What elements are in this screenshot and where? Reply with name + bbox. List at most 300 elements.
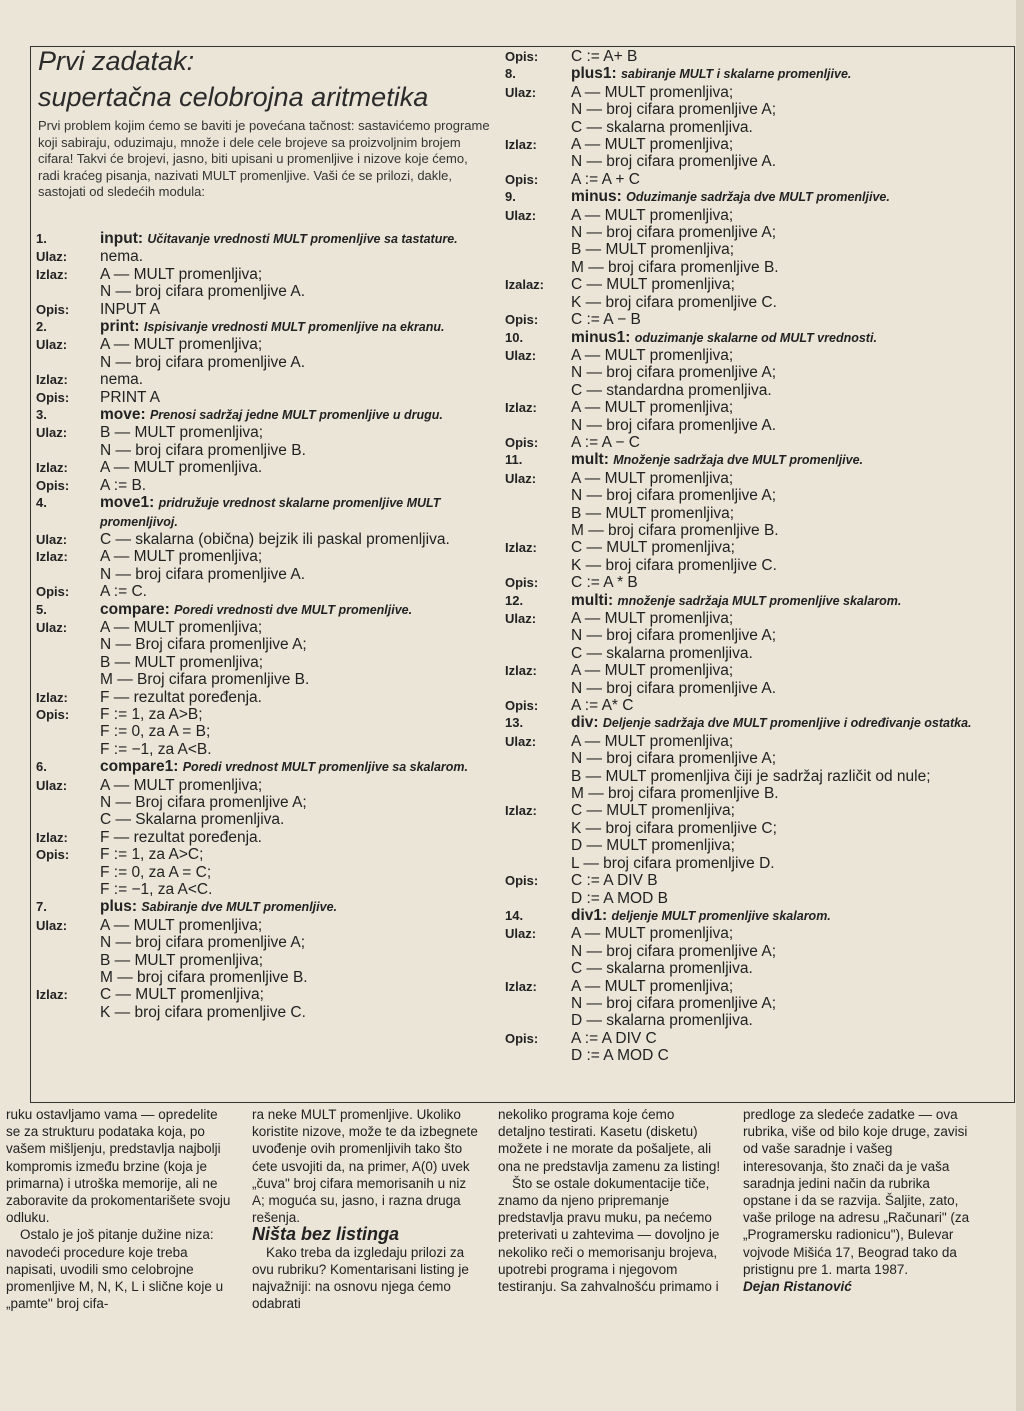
module-row bbox=[505, 610, 1005, 627]
module-row bbox=[36, 934, 491, 951]
module-heading bbox=[100, 230, 491, 248]
row-text: B — MULT promenljiva; bbox=[571, 241, 735, 259]
row-text: N — broj cifara promenljive A; bbox=[571, 364, 777, 382]
row-label: Opis: bbox=[36, 706, 70, 722]
module-row bbox=[505, 470, 1005, 487]
module-heading bbox=[571, 907, 1005, 925]
row-label: Ulaz: bbox=[36, 425, 68, 441]
row-label: 12. bbox=[505, 592, 524, 608]
row-label: Izlaz: bbox=[36, 460, 68, 476]
row-label: 1. bbox=[36, 231, 47, 246]
row-text: N — broj cifara promenljive A. bbox=[571, 679, 777, 697]
row-text: A — MULT promenljiva; bbox=[100, 336, 263, 354]
row-label: Opis: bbox=[36, 301, 70, 317]
row-label: Izlaz: bbox=[36, 987, 68, 1003]
module-row bbox=[505, 872, 1005, 889]
module-row bbox=[505, 311, 1005, 328]
module-row bbox=[36, 548, 491, 565]
row-text: N — broj cifara promenljive A; bbox=[571, 224, 777, 242]
footer-column-2 bbox=[252, 1106, 478, 1312]
row-text: B — MULT promenljiva; bbox=[100, 653, 264, 671]
module-row bbox=[36, 248, 491, 265]
footer-paragraph: ruku ostavljamo vama — opredelite se za strukturu podataka koja, po vašem mišljenju, predstavlja najbolji kompromis između brzine (koja je primarna) i utroška memorije, ali ne zaboravite da prokomentarišete svoju odluku. bbox=[6, 1107, 231, 1226]
module-row bbox=[505, 1012, 1005, 1029]
module-row bbox=[505, 627, 1005, 644]
module-heading bbox=[571, 188, 1005, 206]
row-label: Izlaz: bbox=[505, 400, 537, 416]
module-row bbox=[505, 241, 1005, 258]
row-text: C — MULT promenljiva; bbox=[571, 802, 735, 820]
row-text: A — MULT promenljiva; bbox=[571, 469, 734, 487]
row-label: Ulaz: bbox=[505, 207, 537, 223]
row-text: A — MULT promenljiva; bbox=[571, 925, 734, 943]
row-text: F := −1, za A<B. bbox=[100, 740, 212, 758]
footer-paragraph: Ostalo je još pitanje dužine niza: navodeći procedure koje treba napisati, uvodili smo celobrojne promenljive M, N, K, L i slične koje u „pamte" broj cifa- bbox=[6, 1227, 224, 1312]
module-row bbox=[505, 153, 1005, 170]
module-row bbox=[36, 406, 491, 424]
footer-paragraph: Kako treba da izgledaju prilozi za ovu rubriku? Komentarisani listing je najvažniji: na osnovu njega ćemo odabrati bbox=[252, 1244, 469, 1312]
row-label: Izlaz: bbox=[36, 689, 68, 705]
row-label: Izlaz: bbox=[36, 549, 68, 565]
row-text: A — MULT promenljiva; bbox=[571, 732, 734, 750]
module-row bbox=[505, 750, 1005, 767]
module-row bbox=[36, 758, 491, 776]
row-text: N — broj cifara promenljive A. bbox=[100, 565, 306, 583]
module-row bbox=[505, 364, 1005, 381]
footer-paragraph: ra neke MULT promenljive. Ukoliko koristite nizove, može te da izbegnete uvođenje ovih promenljivih tako što ćete usvojiti da, na primer, A(0) uvek „čuva" broj cifara memorisanih u niz A; moguća su, jasno, i razna druga rešenja. bbox=[252, 1107, 478, 1226]
module-row bbox=[36, 301, 491, 318]
module-row bbox=[505, 119, 1005, 136]
module-description: Poredi vrednost MULT promenljive sa skalarom. bbox=[182, 760, 468, 775]
row-label: Ulaz: bbox=[505, 733, 537, 749]
module-row bbox=[36, 986, 491, 1003]
module-row bbox=[36, 1004, 491, 1021]
module-keyword: move1: bbox=[100, 494, 155, 512]
row-label: Opis: bbox=[36, 847, 70, 863]
module-description: Učitavanje vrednosti MULT promenljive sa tastature. bbox=[147, 232, 458, 246]
module-row bbox=[505, 557, 1005, 574]
module-row bbox=[505, 434, 1005, 451]
module-row bbox=[36, 881, 491, 898]
module-row bbox=[505, 48, 1005, 65]
module-row bbox=[36, 723, 491, 740]
module-row bbox=[505, 259, 1005, 276]
module-row bbox=[36, 424, 491, 441]
module-description: Prenosi sadržaj jedne MULT promenljive u drugu. bbox=[149, 408, 443, 423]
module-row bbox=[36, 230, 491, 248]
module-row bbox=[505, 925, 1005, 942]
row-label: Ulaz: bbox=[36, 531, 68, 547]
row-label: Izlaz: bbox=[505, 978, 537, 994]
module-row bbox=[505, 907, 1005, 925]
row-label: Opis: bbox=[505, 873, 539, 889]
row-text: A := A + C bbox=[571, 170, 640, 188]
module-description: Sabiranje dve MULT promenljive. bbox=[141, 900, 337, 915]
row-label: Opis: bbox=[505, 698, 539, 714]
row-label: Ulaz: bbox=[36, 777, 68, 793]
module-row bbox=[36, 459, 491, 476]
module-keyword: div1: bbox=[571, 906, 608, 924]
module-row bbox=[505, 802, 1005, 819]
row-text: A := B. bbox=[100, 476, 147, 494]
module-row bbox=[505, 714, 1005, 732]
module-row bbox=[36, 566, 491, 583]
row-text: K — broj cifara promenljive C; bbox=[571, 819, 777, 837]
footer-paragraph: predloge za sledeće zadatke — ova rubrika, više od bilo koje druge, zavisi od vaše saradnje i vašeg interesovanja, što znači da je vaša saradnja jedini način da rubrika opstane i da se razvija. Šaljite, zato, vaše priloge na adresu „Računari" (za „Programersku radionicu"), Bulevar vojvode Mišića 17, Beograd tako da pristignu pre 1. marta 1987. bbox=[743, 1107, 970, 1277]
row-text: N — broj cifara promenljive A; bbox=[571, 994, 777, 1012]
row-text: A — MULT promenljiva; bbox=[571, 346, 734, 364]
row-text: N — broj cifara promenljive A. bbox=[100, 283, 306, 301]
row-text: K — broj cifara promenljive C. bbox=[571, 556, 777, 574]
row-label: Opis: bbox=[36, 389, 70, 405]
row-text: nema. bbox=[100, 371, 144, 389]
row-text: D := A MOD B bbox=[571, 889, 668, 907]
module-heading bbox=[100, 318, 491, 336]
module-row bbox=[36, 389, 491, 406]
module-row bbox=[36, 898, 491, 916]
module-row bbox=[505, 539, 1005, 556]
module-row bbox=[36, 318, 491, 336]
row-text: nema. bbox=[100, 248, 144, 266]
row-text: F — rezultat poređenja. bbox=[100, 828, 262, 846]
row-label: Izlaz: bbox=[505, 803, 537, 819]
section-heading: Ništa bez listinga bbox=[252, 1224, 400, 1245]
row-text: L — broj cifara promenljive D. bbox=[571, 854, 775, 872]
module-row bbox=[505, 84, 1005, 101]
module-row bbox=[36, 354, 491, 371]
row-text: A — MULT promenljiva. bbox=[100, 459, 263, 477]
row-label: Ulaz: bbox=[36, 337, 68, 353]
module-row bbox=[505, 101, 1005, 118]
module-row bbox=[36, 583, 491, 600]
module-keyword: div: bbox=[571, 714, 599, 732]
row-text: PRINT A bbox=[100, 388, 161, 406]
row-text: A := A* C bbox=[571, 697, 634, 715]
article-title-line1: Prvi zadatak: bbox=[38, 46, 195, 76]
module-row bbox=[36, 794, 491, 811]
module-row bbox=[36, 829, 491, 846]
row-label: Opis: bbox=[505, 171, 539, 187]
row-text: A — MULT promenljiva; bbox=[571, 977, 734, 995]
footer-paragraph: nekoliko programa koje ćemo detaljno testirati. Kasetu (disketu) možete i ne morate da pošaljete, ali ona ne predstavlja zamenu za listing! bbox=[498, 1107, 721, 1174]
module-keyword: plus1: bbox=[571, 65, 617, 83]
module-row bbox=[36, 477, 491, 494]
module-row bbox=[505, 65, 1005, 83]
page-spine bbox=[1016, 0, 1024, 1411]
row-label: Izlaz: bbox=[36, 829, 68, 845]
row-text: N — broj cifara promenljive B. bbox=[100, 441, 306, 459]
row-label: Opis: bbox=[505, 312, 539, 328]
row-text: A := A DIV C bbox=[571, 1029, 657, 1047]
row-label: 4. bbox=[36, 495, 47, 511]
row-text: K — broj cifara promenljive C. bbox=[100, 1003, 306, 1021]
module-row bbox=[505, 399, 1005, 416]
module-row bbox=[36, 636, 491, 653]
module-row bbox=[505, 733, 1005, 750]
module-row bbox=[36, 706, 491, 723]
row-text: M — Broj cifara promenljive B. bbox=[100, 671, 310, 689]
row-text: A := C. bbox=[100, 583, 147, 601]
article-intro: Prvi problem kojim ćemo se baviti je povećana tačnost: sastavićemo programe koji sabiraju, oduzimaju, množe i dele cele brojeve sa proizvoljnim brojem cifara! Takvi će brojevi, jasno, biti upisani u promenljive i nizove koje ćemo, radi kraćeg pisanja, nazivati MULT promenljive. Vaši će se prilozi, dakle, sastojati od sledećih modula: bbox=[38, 118, 490, 199]
module-row bbox=[505, 574, 1005, 591]
module-row bbox=[505, 680, 1005, 697]
module-row bbox=[505, 697, 1005, 714]
row-text: B — MULT promenljiva čiji je sadržaj različit od nule; bbox=[571, 767, 931, 785]
row-label: Opis: bbox=[505, 575, 539, 591]
module-row bbox=[505, 1047, 1005, 1064]
module-description: množenje sadržaja MULT promenljive skalarom. bbox=[617, 593, 902, 608]
row-text: N — broj cifara promenljive A; bbox=[571, 101, 777, 119]
module-description: Deljenje sadržaja dve MULT promenljive i određivanje ostatka. bbox=[602, 716, 972, 731]
module-row bbox=[36, 654, 491, 671]
footer-column-3 bbox=[498, 1106, 724, 1295]
module-keyword: mult: bbox=[571, 451, 609, 469]
row-label: Izlaz: bbox=[505, 663, 537, 679]
module-heading bbox=[100, 758, 491, 776]
row-text: N — broj cifara promenljive A; bbox=[571, 942, 777, 960]
module-heading bbox=[571, 65, 1005, 83]
row-label: Izlaz: bbox=[36, 372, 68, 388]
module-list-right-column bbox=[505, 48, 1005, 1065]
row-text: N — Broj cifara promenljive A; bbox=[100, 794, 307, 811]
row-text: N — broj cifara promenljive A; bbox=[571, 750, 777, 768]
module-row bbox=[505, 592, 1005, 610]
author-name: Dejan Ristanović bbox=[743, 1279, 852, 1295]
module-row bbox=[36, 689, 491, 706]
row-text: C := A DIV B bbox=[571, 872, 658, 890]
footer-column-1 bbox=[6, 1106, 232, 1312]
module-row bbox=[505, 837, 1005, 854]
module-heading bbox=[100, 898, 491, 916]
module-row bbox=[36, 917, 491, 934]
module-keyword: multi: bbox=[571, 591, 614, 609]
row-text: N — broj cifara promenljive A. bbox=[100, 353, 306, 371]
row-text: D — skalarna promenljiva. bbox=[571, 1012, 753, 1030]
row-label: Opis: bbox=[505, 1030, 539, 1046]
row-text: A — MULT promenljiva; bbox=[571, 83, 734, 101]
row-label: 6. bbox=[36, 759, 47, 775]
module-row bbox=[505, 522, 1005, 539]
module-row bbox=[505, 768, 1005, 785]
row-label: Izlaz: bbox=[505, 137, 537, 153]
module-row bbox=[36, 336, 491, 353]
module-row bbox=[505, 207, 1005, 224]
row-text: C — standardna promenljiva. bbox=[571, 381, 772, 399]
row-text: F := 1, za A>C; bbox=[100, 846, 204, 864]
row-text: F := 0, za A = C; bbox=[100, 863, 212, 881]
module-description: Množenje sadržaja dve MULT promenljive. bbox=[613, 453, 864, 468]
row-text: D — MULT promenljiva; bbox=[571, 837, 735, 855]
module-row bbox=[505, 505, 1005, 522]
row-text: C — MULT promenljiva; bbox=[571, 276, 735, 294]
module-row bbox=[505, 171, 1005, 188]
module-row bbox=[36, 531, 491, 548]
module-description: Ispisivanje vrednosti MULT promenljive na ekranu. bbox=[143, 320, 445, 335]
module-row bbox=[505, 382, 1005, 399]
row-text: A — MULT promenljiva; bbox=[571, 136, 734, 154]
row-text: A — MULT promenljiva; bbox=[571, 399, 734, 417]
module-keyword: minus1: bbox=[571, 328, 631, 346]
module-row bbox=[36, 777, 491, 794]
module-row bbox=[505, 645, 1005, 662]
row-text: M — broj cifara promenljive B. bbox=[571, 521, 779, 539]
row-text: N — Broj cifara promenljive A; bbox=[100, 636, 307, 654]
module-row bbox=[505, 943, 1005, 960]
row-text: F := 1, za A>B; bbox=[100, 705, 203, 723]
module-row bbox=[505, 347, 1005, 364]
row-label: Ulaz: bbox=[505, 926, 537, 942]
row-text: N — broj cifara promenljive A; bbox=[571, 627, 777, 645]
module-row bbox=[505, 978, 1005, 995]
module-row bbox=[36, 671, 491, 688]
row-label: 10. bbox=[505, 329, 524, 345]
row-text: C — MULT promenljiva; bbox=[100, 986, 264, 1004]
module-row bbox=[505, 136, 1005, 153]
row-text: A — MULT promenljiva; bbox=[571, 206, 734, 224]
row-label: Izlaz: bbox=[36, 266, 68, 282]
row-text: B — MULT promenljiva; bbox=[571, 504, 735, 522]
module-heading bbox=[100, 494, 491, 531]
module-row bbox=[36, 283, 491, 300]
row-text: F — rezultat poređenja. bbox=[100, 688, 262, 706]
row-text: N — broj cifara promenljive A; bbox=[571, 487, 777, 505]
row-label: 3. bbox=[36, 407, 47, 423]
row-label: Opis: bbox=[36, 477, 70, 493]
module-row bbox=[36, 494, 491, 531]
module-row bbox=[36, 442, 491, 459]
row-text: C := A − B bbox=[571, 311, 641, 329]
row-text: C := A+ B bbox=[571, 48, 638, 65]
module-heading bbox=[571, 329, 1005, 347]
row-label: Ulaz: bbox=[505, 470, 537, 486]
module-row bbox=[505, 188, 1005, 206]
row-label: 5. bbox=[36, 601, 47, 617]
module-row bbox=[36, 371, 491, 388]
module-row bbox=[36, 864, 491, 881]
module-row bbox=[505, 995, 1005, 1012]
module-heading bbox=[100, 601, 491, 619]
row-text: A — MULT promenljiva; bbox=[100, 916, 263, 934]
row-label: Ulaz: bbox=[36, 917, 68, 933]
row-label: Ulaz: bbox=[36, 249, 68, 265]
row-text: A — MULT promenljiva; bbox=[571, 662, 734, 680]
module-keyword: plus: bbox=[100, 898, 138, 916]
row-label: 2. bbox=[36, 319, 47, 335]
module-row bbox=[36, 811, 491, 828]
module-keyword: minus: bbox=[571, 188, 622, 206]
row-text: C — skalarna (obična) bejzik ili paskal promenljiva. bbox=[100, 530, 450, 548]
module-keyword: compare: bbox=[100, 600, 170, 618]
row-label: 13. bbox=[505, 715, 524, 731]
module-row bbox=[505, 785, 1005, 802]
row-text: M — broj cifara promenljive B. bbox=[100, 969, 308, 987]
module-keyword: input: bbox=[100, 230, 144, 247]
module-row bbox=[505, 855, 1005, 872]
module-heading bbox=[571, 451, 1005, 469]
module-row bbox=[505, 276, 1005, 293]
row-label: Opis: bbox=[505, 434, 539, 450]
module-row bbox=[505, 820, 1005, 837]
row-text: B — MULT promenljiva; bbox=[100, 424, 264, 442]
module-keyword: move: bbox=[100, 406, 146, 424]
module-description: deljenje MULT promenljive skalarom. bbox=[611, 908, 831, 923]
module-row bbox=[505, 294, 1005, 311]
row-label: 14. bbox=[505, 907, 524, 923]
module-row bbox=[36, 969, 491, 986]
module-row bbox=[505, 890, 1005, 907]
row-text: A — MULT promenljiva; bbox=[100, 776, 263, 794]
row-text: A — MULT promenljiva; bbox=[100, 548, 263, 566]
row-text: C := A * B bbox=[571, 574, 638, 592]
row-text: D := A MOD C bbox=[571, 1047, 669, 1065]
row-label: Opis: bbox=[36, 584, 70, 600]
row-label: Opis: bbox=[505, 49, 539, 64]
row-text: M — broj cifara promenljive B. bbox=[571, 258, 779, 276]
module-list-left-column bbox=[36, 230, 491, 1021]
module-row bbox=[505, 960, 1005, 977]
module-row bbox=[36, 741, 491, 758]
module-row bbox=[505, 487, 1005, 504]
row-text: A — MULT promenljiva; bbox=[100, 618, 263, 636]
module-row bbox=[36, 601, 491, 619]
row-text: B — MULT promenljiva; bbox=[100, 951, 264, 969]
article-title-line2: supertačna celobrojna aritmetika bbox=[38, 82, 429, 112]
row-text: C — skalarna promenljiva. bbox=[571, 644, 753, 662]
module-row bbox=[36, 619, 491, 636]
module-row bbox=[505, 451, 1005, 469]
row-text: A := A − C bbox=[571, 433, 640, 451]
row-text: C — skalarna promenljiva. bbox=[571, 960, 753, 978]
row-text: K — broj cifara promenljive C. bbox=[571, 293, 777, 311]
module-keyword: compare1: bbox=[100, 758, 179, 776]
module-heading bbox=[571, 592, 1005, 610]
module-description: oduzimanje skalarne od MULT vrednosti. bbox=[634, 330, 877, 345]
row-text: F := 0, za A = B; bbox=[100, 723, 211, 741]
row-label: Izlaz: bbox=[505, 540, 537, 556]
footer-column-4 bbox=[743, 1106, 973, 1295]
module-row bbox=[36, 846, 491, 863]
row-label: 9. bbox=[505, 189, 516, 205]
row-text: M — broj cifara promenljive B. bbox=[571, 785, 779, 803]
module-description: Oduzimanje sadržaja dve MULT promenljive. bbox=[626, 190, 890, 205]
module-heading bbox=[571, 714, 1005, 732]
row-text: A — MULT promenljiva; bbox=[100, 265, 263, 283]
module-description: Poredi vrednosti dve MULT promenljive. bbox=[174, 602, 413, 617]
module-keyword: print: bbox=[100, 318, 140, 336]
row-label: Ulaz: bbox=[505, 84, 537, 100]
row-text: C — Skalarna promenljiva. bbox=[100, 811, 285, 829]
row-text: N — broj cifara promenljive A. bbox=[571, 153, 777, 171]
row-label: 7. bbox=[36, 899, 47, 915]
row-text: F := −1, za A<C. bbox=[100, 881, 213, 899]
row-label: 8. bbox=[505, 66, 516, 82]
row-text: N — broj cifara promenljive A; bbox=[100, 934, 306, 952]
module-row bbox=[36, 266, 491, 283]
module-row bbox=[505, 1030, 1005, 1047]
row-label: Ulaz: bbox=[505, 611, 537, 626]
row-text: INPUT A bbox=[100, 300, 161, 318]
row-label: Ulaz: bbox=[505, 347, 537, 363]
row-label: 11. bbox=[505, 452, 523, 468]
module-row bbox=[505, 662, 1005, 679]
module-row bbox=[505, 224, 1005, 241]
footer-paragraph: Što se ostale dokumentacije tiče, znamo da njeno pripremanje predstavlja pravu muku, pa nećemo preterivati u zahtevima — dovoljno je nekoliko reči o memorisanju brojeva, upotrebi programa i njegovom testiranju. Sa zahvalnošću primamo i bbox=[498, 1175, 720, 1295]
module-heading bbox=[100, 406, 491, 424]
module-description: sabiranje MULT i skalarne promenljive. bbox=[620, 67, 852, 82]
row-text: C — MULT promenljiva; bbox=[571, 539, 735, 557]
row-text: A — MULT promenljiva; bbox=[571, 610, 734, 627]
module-row bbox=[505, 329, 1005, 347]
